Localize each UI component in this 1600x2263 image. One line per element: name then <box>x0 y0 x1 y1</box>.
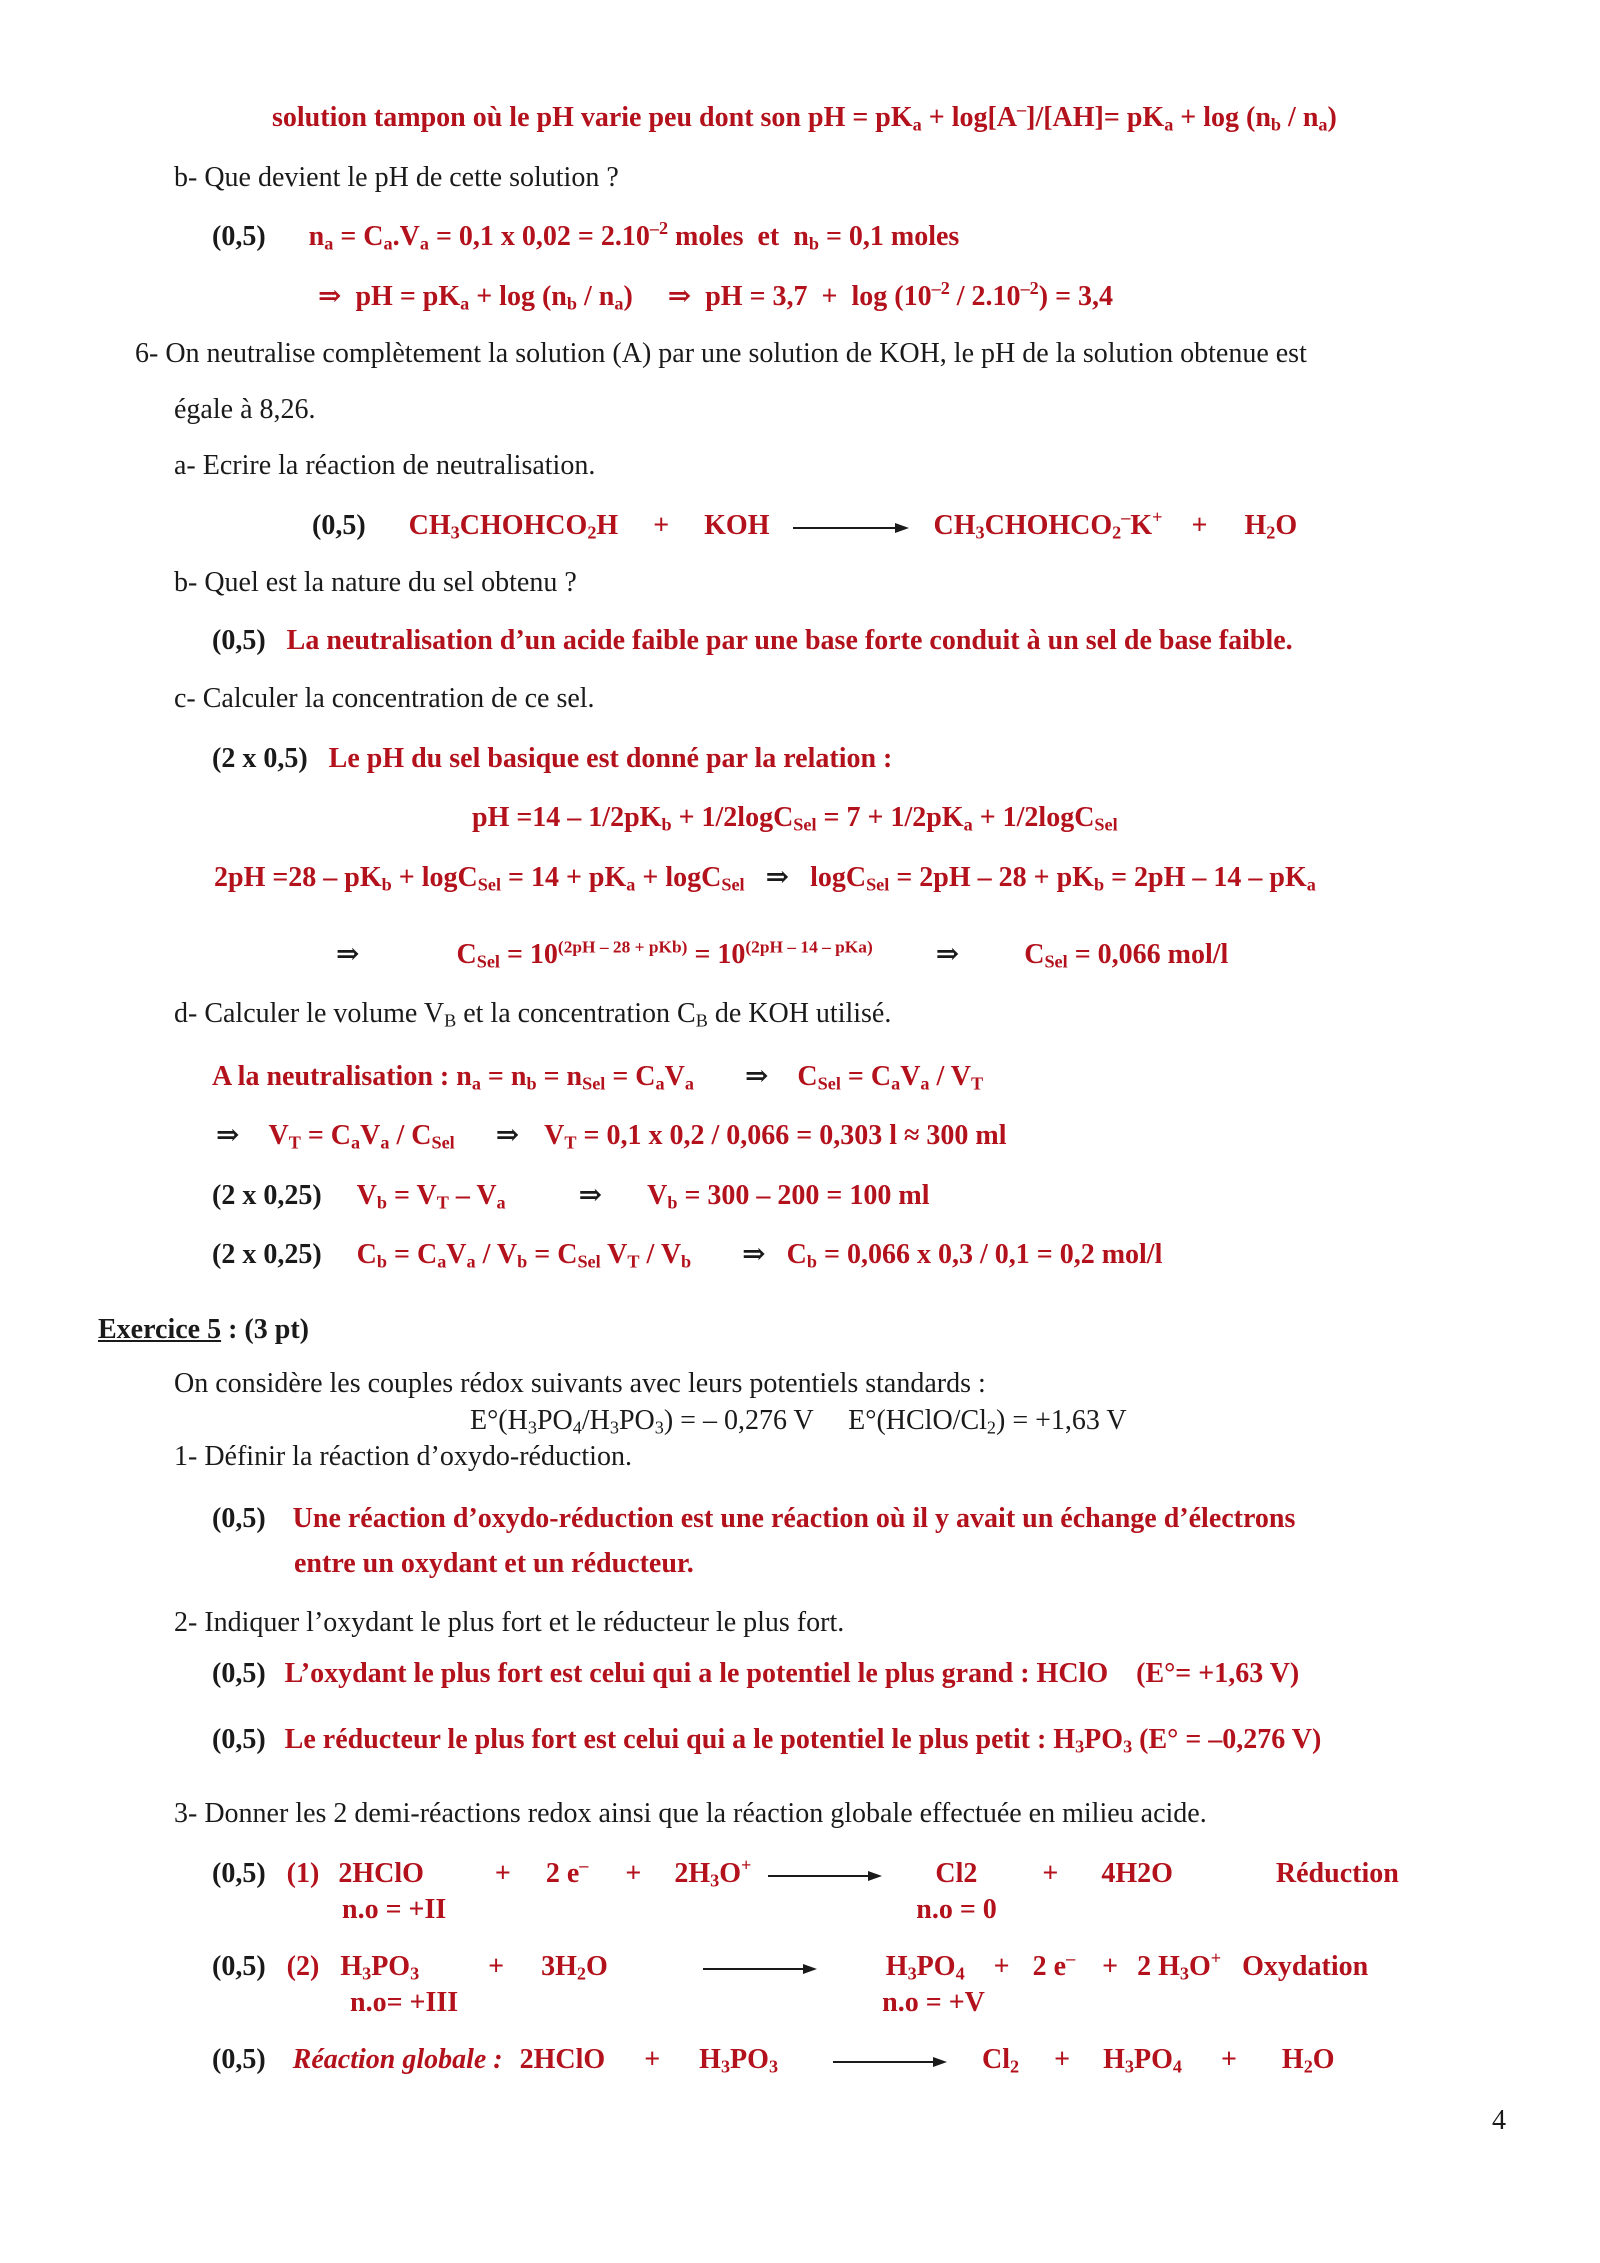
section-heading: Exercice 5 : (3 pt) <box>98 1314 309 1345</box>
question-line: b- Que devient le pH de cette solution ? <box>174 162 619 193</box>
formula-line: $2pH =28 - pK_b + \log C_{Sel} = 14 + pK_a + \log C_{Sel}$ ⇒ $\log C_{Sel} = 2pH - 28 + pK_b = 2pH - 14 - pK_a$ <box>214 862 1316 895</box>
oxidation-number-line: n.o= +III n.o = +V <box>350 1987 985 2018</box>
equation-line: (0,5) Réaction globale : 2HClO + $H_3PO_3$ $Cl_2 + H_3PO_4 + H_2O$ <box>212 2044 1335 2077</box>
text-line: $E^\circ(H_3PO_4/H_3PO_3)$ = – 0,276 V $E^\circ(HClO/Cl_2) = +1,63$ V <box>470 1405 1127 1438</box>
reaction-arrow-icon <box>833 2054 947 2070</box>
equation-line: (0,5) (1) 2HClO + 2 $e^- + 2H_3O^+$ Cl2 + 4H2O Réduction <box>212 1855 1399 1891</box>
page-number: 4 <box>1492 2105 1506 2136</box>
answer-line: ⇒ $V_T = C_aV_a / C_{Sel}$ ⇒ $V_T = 0,1$ x 0,2 / 0,066 = 0,303 l ≈ 300 ml <box>216 1120 1007 1153</box>
question-line: 1- Définir la réaction d’oxydo-réduction. <box>174 1441 632 1472</box>
question-line: 2- Indiquer l’oxydant le plus fort et le réducteur le plus fort. <box>174 1607 845 1638</box>
reaction-arrow-icon <box>703 1961 817 1977</box>
answer-line: (0,5) Une réaction d’oxydo-réduction est une réaction où il y avait un échange d’électrons <box>212 1503 1296 1534</box>
oxidation-number-line: n.o = +II n.o = 0 <box>342 1894 997 1925</box>
question-line: 3- Donner les 2 demi-réactions redox ainsi que la réaction globale effectuée en milieu acide. <box>174 1798 1207 1829</box>
text-line: On considère les couples rédox suivants avec leurs potentiels standards : <box>174 1368 986 1399</box>
text-line: solution tampon où le pH varie peu dont son pH = $pK_a + \log[A^-]/[AH]= pK_a + \log (n_b / n_a)$ <box>272 99 1337 135</box>
formula-line: pH $=14 - 1/2pK_b + 1/2\log C_{Sel} = 7 + 1/2pK_a + 1/2\log C_{Sel}$ <box>472 802 1118 835</box>
answer-line: (2 x 0,25) $V_b = V_T - V_a$ ⇒ $V_b = 300 - 200 = 100$ ml <box>212 1180 930 1213</box>
reaction-arrow-icon <box>768 1868 882 1884</box>
question-line: égale à 8,26. <box>174 394 316 425</box>
formula-line: ⇒ $C_{Sel} = 10^{(2pH - 28 + pKb)} = 10^{(2pH - 14 - pKa)}$ ⇒ $C_{Sel} = 0,066$ mol/l <box>336 937 1229 972</box>
answer-line: (0,5) La neutralisation d’un acide faible par une base forte conduit à un sel de base faible. <box>212 625 1293 656</box>
equation-line: (0,5) (2) $H_3PO_3 + 3H_2O$ $H_3PO_4 + 2$ e– + 2 $H_3O^+$ Oxydation <box>212 1948 1369 1984</box>
equation-line: (0,5) $CH_3CHOHCO_2H$ + KOH $CH_3CHOHCO_2^-K^+ + H_2O$ <box>312 507 1298 543</box>
answer-line: (0,5) Le réducteur le plus fort est celui qui a le potentiel le plus petit : $H_3PO_3$ (E° = –0,276 V) <box>212 1724 1322 1757</box>
answer-line: (0,5) $n_a = C_a.V_a = 0,1$ x $0,02 = 2.10^{-2}$ moles et $n_b = 0,1$ moles <box>212 218 960 254</box>
answer-line: A la neutralisation : $n_a = n_b = n_{Sel} = C_aV_a$ ⇒ $C_{Sel} = C_aV_a / V_T$ <box>212 1061 984 1094</box>
question-line: d- Calculer le volume $V_B$ et la concentration $C_B$ de KOH utilisé. <box>174 998 892 1031</box>
answer-line: entre un oxydant et un réducteur. <box>294 1548 694 1579</box>
question-line: c- Calculer la concentration de ce sel. <box>174 683 595 714</box>
question-line: 6- On neutralise complètement la solution (A) par une solution de KOH, le pH de la solution obtenue est <box>135 338 1307 369</box>
answer-line: ⇒ pH = $pK_a + \log (n_b / n_a)$ ⇒ pH = $3,7 + \log (10^{-2} / 2.10^{-2}) = 3,4$ <box>318 278 1114 314</box>
question-line: b- Quel est la nature du sel obtenu ? <box>174 567 577 598</box>
question-line: a- Ecrire la réaction de neutralisation. <box>174 450 596 481</box>
answer-line: (2 x 0,25) $C_b = C_aV_a / V_b = C_{Sel}$ $V_T / V_b$ ⇒ $C_b = 0,066$ x 0,3 / 0,1 = 0,2 mol/l <box>212 1239 1163 1272</box>
answer-line: (0,5) L’oxydant le plus fort est celui qui a le potentiel le plus grand : HClO (E°= +1,63 V) <box>212 1658 1300 1689</box>
reaction-arrow-icon <box>793 520 909 536</box>
answer-line: (2 x 0,5) Le pH du sel basique est donné par la relation : <box>212 743 893 774</box>
